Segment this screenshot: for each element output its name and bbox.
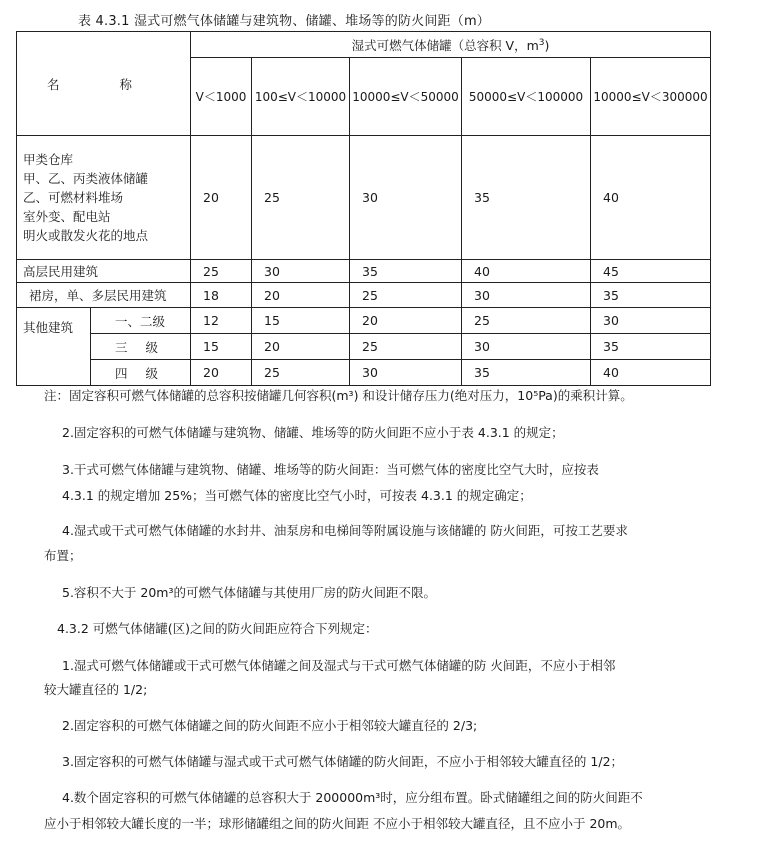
cell: 35 — [591, 334, 711, 360]
note-line: 2.固定容积的可燃气体储罐之间的防火间距不应小于相邻较大罐直径的 2/3; — [62, 718, 478, 733]
group-header: 湿式可燃气体储罐（总容积 V，$m^3$) — [191, 32, 711, 58]
note-line: 4.3.2 可燃气体储罐(区)之间的防火间距应符合下列规定： — [57, 621, 378, 636]
note-line: 2.固定容积的可燃气体储罐与建筑物、储罐、堆场等的防火间距不应小于表 4.3.1 的规定； — [62, 425, 564, 440]
cell: 20 — [350, 308, 462, 334]
cell: 25 — [350, 283, 462, 308]
cell: 30 — [462, 334, 591, 360]
col-header-1: V＜1000 — [191, 58, 252, 136]
grade-label: 一、二级 — [91, 308, 191, 334]
cell: 35 — [350, 260, 462, 283]
col-header-4: 50000≤V＜100000 — [462, 58, 591, 136]
note-line: 较大罐直径的 1/2; — [44, 682, 148, 697]
cell: 30 — [350, 136, 462, 260]
cell: 40 — [462, 260, 591, 283]
other-building-label: 其他建筑 — [17, 308, 91, 386]
row2-label: 高层民用建筑 — [17, 260, 191, 283]
col-header-2: 100≤V＜10000 — [252, 58, 350, 136]
note-line: 5.容积不大于 20m³的可燃气体储罐与其使用厂房的防火间距不限。 — [62, 585, 436, 600]
cell: 25 — [350, 334, 462, 360]
note-line: 注：固定容积可燃气体储罐的总容积按储罐几何容积(m³) 和设计储存压力(绝对压力，10⁵Pa)的乘积计算。 — [44, 388, 633, 403]
note-line: 3.固定容积的可燃气体储罐与湿式或干式可燃气体储罐的防火间距，不应小于相邻较大罐直径的 1/2； — [62, 754, 624, 769]
cell: 15 — [252, 308, 350, 334]
cell: 30 — [591, 308, 711, 334]
row1-label: 甲类仓库 甲、乙、丙类液体储罐 乙、可燃材料堆场 室外变、配电站 明火或散发火花的地点 — [17, 136, 191, 260]
cell: 40 — [591, 136, 711, 260]
cell: 30 — [350, 360, 462, 386]
col-header-3: 10000≤V＜50000 — [350, 58, 462, 136]
note-line: 4.湿式或干式可燃气体储罐的水封井、油泵房和电梯间等附属设施与该储罐的 防火间距，可按工艺要求 — [62, 523, 628, 538]
table-row — [17, 260, 711, 283]
cell: 12 — [191, 308, 252, 334]
cell: 35 — [462, 360, 591, 386]
cell: 18 — [191, 283, 252, 308]
table-row — [17, 308, 711, 334]
note-line: 4.3.1 的规定增加 25%；当可燃气体的密度比空气小时，可按表 4.3.1 的规定确定； — [62, 488, 532, 503]
cell: 20 — [191, 136, 252, 260]
grade-label: 三 级 — [91, 334, 191, 360]
table-row — [17, 360, 711, 386]
cell: 35 — [591, 283, 711, 308]
cell: 20 — [252, 334, 350, 360]
note-line: 布置； — [44, 548, 82, 563]
table-caption: 表 4.3.1 湿式可燃气体储罐与建筑物、储罐、堆场等的防火间距（m） — [78, 14, 491, 29]
cell: 20 — [252, 283, 350, 308]
name-header: 名 称 — [17, 32, 191, 136]
table-row — [17, 283, 711, 308]
cell: 25 — [252, 360, 350, 386]
cell: 20 — [191, 360, 252, 386]
cell: 40 — [591, 360, 711, 386]
table-row — [17, 334, 711, 360]
note-line: 4.数个固定容积的可燃气体储罐的总容积大于 200000m³时，应分组布置。卧式储罐组之间的防火间距不 — [62, 790, 643, 805]
cell: 15 — [191, 334, 252, 360]
cell: 30 — [462, 283, 591, 308]
grade-label: 四 级 — [91, 360, 191, 386]
table-row — [17, 136, 711, 260]
table-header-row — [17, 32, 711, 58]
cell: 25 — [191, 260, 252, 283]
cell: 25 — [462, 308, 591, 334]
cell: 25 — [252, 136, 350, 260]
cell: 30 — [252, 260, 350, 283]
note-line: 1.湿式可燃气体储罐或干式可燃气体储罐之间及湿式与干式可燃气体储罐的防 火间距，不应小于相邻 — [62, 658, 616, 673]
row3-label: 裙房，单、多层民用建筑 — [17, 283, 191, 308]
note-line: 应小于相邻较大罐长度的一半；球形储罐组之间的防火间距 不应小于相邻较大罐直径，且不应小于 20m。 — [44, 816, 631, 831]
cell: 35 — [462, 136, 591, 260]
col-header-5: 10000≤V＜300000 — [591, 58, 711, 136]
cell: 45 — [591, 260, 711, 283]
spacing-table — [16, 31, 711, 386]
note-line: 3.干式可燃气体储罐与建筑物、储罐、堆场等的防火间距：当可燃气体的密度比空气大时，应按表 — [62, 462, 599, 477]
